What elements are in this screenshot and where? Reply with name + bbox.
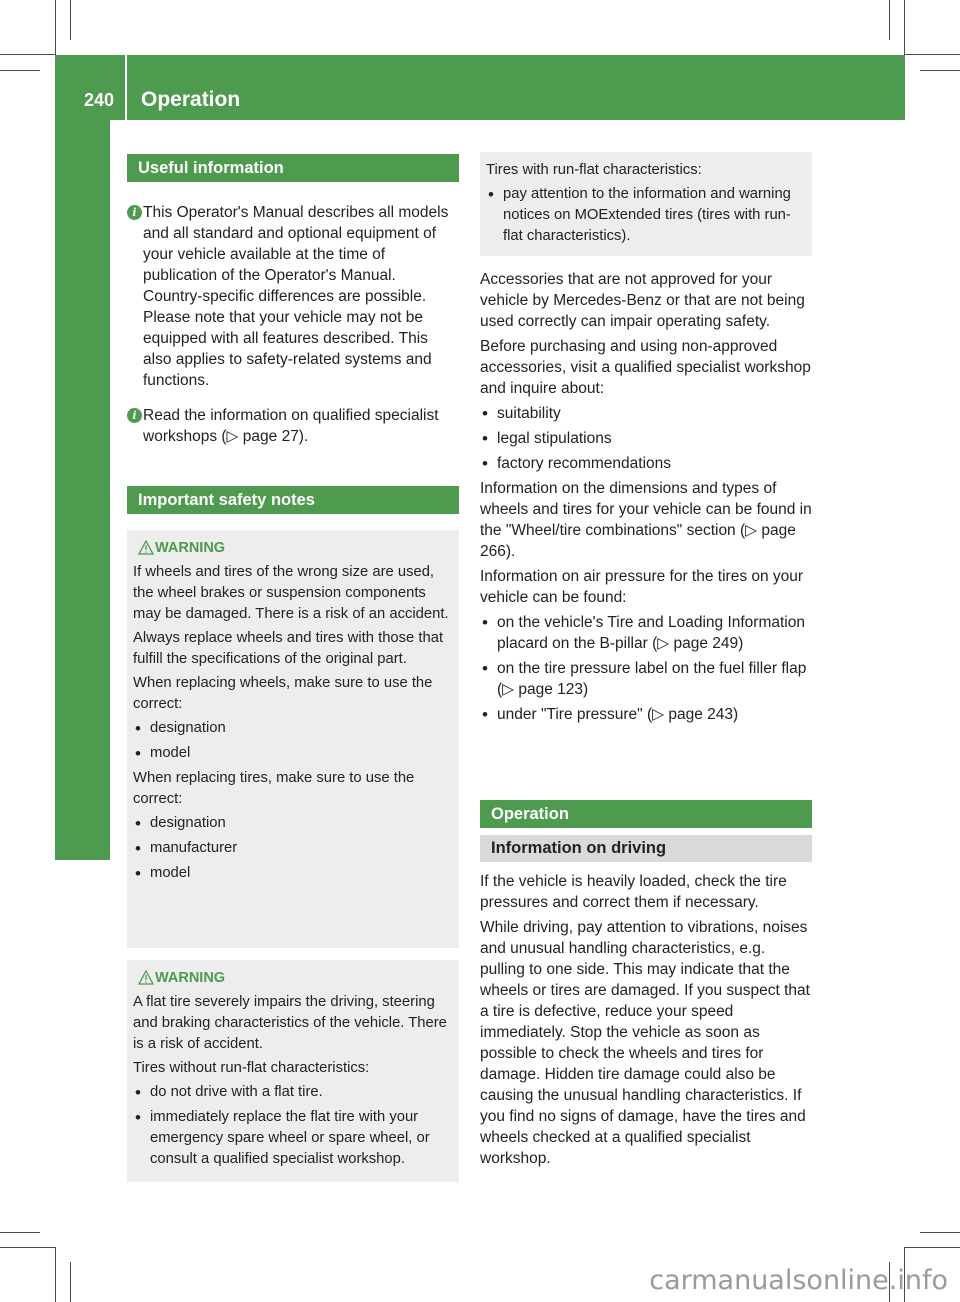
list-item: • pay attention to the information and warning notices on MOExtended tires (tires with run-flat characteristics).	[486, 184, 806, 247]
bullet-list	[486, 184, 806, 247]
list-item: • model	[133, 743, 453, 764]
body-text: While driving, pay attention to vibrations, noises and unusual handling characteristics, e.g. pulling to one side. This may indicate that the wheels or tires are damaged. If you suspect that a tire is defective, reduce your speed immediately. Stop the vehicle as soon as possible to check the wheels and tires for damage. Hidden tire damage could also be causing the unusual handling characteristics. If you find no signs of damage, have the tires and wheels checked at a qualified specialist workshop.	[480, 919, 810, 1167]
crop-mark	[0, 1232, 40, 1233]
list-item: • model	[133, 863, 453, 884]
section-heading-useful-information: Useful information	[127, 154, 459, 182]
list-item: • do not drive with a flat tire.	[133, 1082, 453, 1103]
warning-text: Tires without run-flat characteristics:	[133, 1060, 370, 1076]
section-heading-important-safety-notes: Important safety notes	[127, 486, 459, 514]
warning-triangle-icon	[138, 970, 154, 985]
warning-text: When replacing wheels, make sure to use the correct:	[133, 675, 433, 712]
watermark-text: carmanualsonline.info	[649, 1265, 948, 1296]
warning-text: A flat tire severely impairs the driving, steering and braking characteristics of the vehicle. There is a risk of accident.	[133, 994, 447, 1052]
warning-text: Always replace wheels and tires with those that fulfill the specifications of the original part.	[133, 630, 444, 667]
accessories-section	[480, 269, 812, 729]
warning-text: If wheels and tires of the wrong size are used, the wheel brakes or suspension components may be damaged. There is a risk of an accident.	[133, 564, 449, 622]
body-text: Information on air pressure for the tires on your vehicle can be found:	[480, 568, 804, 606]
crop-mark	[889, 0, 890, 40]
warning-heading	[133, 538, 453, 559]
header-divider	[125, 55, 127, 120]
warning-text: Tires with run-flat characteristics:	[486, 162, 702, 178]
warning-triangle-icon	[138, 540, 154, 555]
bullet-list	[133, 813, 453, 884]
crop-mark	[920, 1232, 960, 1233]
crop-mark	[70, 1262, 71, 1302]
crop-mark	[0, 54, 55, 55]
page-title: Operation	[141, 88, 241, 111]
warning-label: WARNING	[155, 970, 226, 986]
info-note	[127, 202, 459, 391]
info-icon: i	[127, 408, 142, 423]
list-item: • on the vehicle's Tire and Loading Information placard on the B-pillar (▷ page 249)	[480, 612, 812, 654]
info-note	[127, 405, 459, 447]
subsection-heading-information-on-driving: Information on driving	[480, 835, 812, 862]
crop-mark	[0, 1247, 55, 1248]
body-text: Accessories that are not approved for your vehicle by Mercedes-Benz or that are not being used correctly can impair operating safety.	[480, 271, 805, 330]
crop-mark	[904, 0, 905, 55]
list-item: • on the tire pressure label on the fuel filler flap (▷ page 123)	[480, 658, 812, 700]
list-item: • manufacturer	[133, 838, 453, 859]
warning-box	[127, 960, 459, 1182]
list-item: • immediately replace the flat tire with your emergency spare wheel or spare wheel, or consult a qualified specialist workshop.	[133, 1107, 453, 1170]
info-text: Read the information on qualified specialist workshops (▷ page 27).	[143, 407, 439, 445]
list-item: • factory recommendations	[480, 453, 812, 474]
warning-box	[127, 530, 459, 948]
warning-heading	[133, 968, 453, 989]
body-text: Information on the dimensions and types of wheels and tires for your vehicle can be found in the "Wheel/tire combinations" section (▷ page 266).	[480, 480, 812, 560]
bullet-list	[133, 718, 453, 764]
list-item: • designation	[133, 813, 453, 834]
warning-label: WARNING	[155, 540, 226, 556]
crop-mark	[905, 1247, 960, 1248]
list-item: • suitability	[480, 403, 812, 424]
crop-mark	[905, 54, 960, 55]
list-item: • legal stipulations	[480, 428, 812, 449]
bullet-list	[480, 612, 812, 725]
list-item: • under "Tire pressure" (▷ page 243)	[480, 704, 812, 725]
list-item: • designation	[133, 718, 453, 739]
warning-text: When replacing tires, make sure to use the correct:	[133, 770, 415, 807]
chapter-side-tab-label: Wheels and tires	[9, 676, 32, 843]
bullet-list	[480, 403, 812, 474]
body-text: Before purchasing and using non-approved accessories, visit a qualified specialist workshop and inquire about:	[480, 338, 811, 397]
crop-mark	[55, 1247, 56, 1302]
bullet-list	[133, 1082, 453, 1170]
page-number: 240	[84, 90, 115, 110]
body-text: If the vehicle is heavily loaded, check the tire pressures and correct them if necessary.	[480, 873, 787, 911]
warning-box-continued	[480, 152, 812, 256]
crop-mark	[0, 70, 40, 71]
crop-mark	[920, 70, 960, 71]
info-text: This Operator's Manual describes all models and all standard and optional equipment of your vehicle available at the time of publication of the Operator's Manual. Country-specific differences are possible. Please note that your vehicle may not be equipped with all features described. This also applies to safety-related systems and functions.	[143, 204, 449, 389]
operation-section	[480, 871, 812, 1173]
section-heading-operation: Operation	[480, 800, 812, 828]
chapter-side-tab	[55, 120, 110, 860]
crop-mark	[70, 0, 71, 40]
info-icon: i	[127, 205, 142, 220]
crop-mark	[55, 0, 56, 55]
